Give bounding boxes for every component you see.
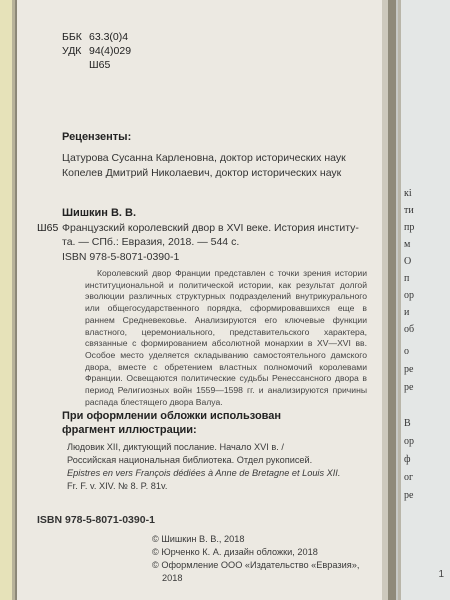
- bbk-value: 63.3(0)4: [89, 31, 129, 43]
- right-text-fragment: ор: [404, 436, 414, 447]
- bibliography-mark: Ш65: [37, 222, 59, 234]
- copyright-line: © Шишкин В. В., 2018: [152, 534, 245, 544]
- right-text-fragment: ф: [404, 454, 411, 465]
- right-page-edge: [398, 0, 401, 600]
- right-text-fragment: ор: [404, 290, 414, 301]
- right-text-fragment: ре: [404, 382, 414, 393]
- reviewer-item: Цатурова Сусанна Карленовна, доктор исторических наук: [62, 152, 346, 164]
- footer-isbn: ISBN 978-5-8071-0390-1: [37, 514, 155, 526]
- right-text-fragment: м: [404, 239, 411, 250]
- right-text-fragment: ре: [404, 364, 414, 375]
- cover-credit-line: Людовик XII, диктующий послание. Начало XVI в. /: [67, 442, 284, 452]
- copyright-line: © Юрченко К. А. дизайн обложки, 2018: [152, 547, 318, 557]
- author-mark: Ш65: [89, 59, 111, 71]
- bbk-label: ББК: [62, 31, 82, 43]
- bibliography-author: Шишкин В. В.: [62, 207, 137, 219]
- udk-label: УДК: [62, 45, 82, 57]
- bibliography-title-line: Французский королевский двор в XVI веке. История институ-: [62, 222, 359, 234]
- right-text-fragment: пр: [404, 222, 415, 233]
- right-text-fragment: п: [404, 273, 410, 284]
- bibliography-title-line: та. — СПб.: Евразия, 2018. — 544 с.: [62, 236, 240, 248]
- annotation-text: Королевский двор Франции представлен с точки зрения истории институциональной и политической истории, как результат долгой эволюции различных структурных подразделений внутрикурального или общегосударственного порядка, сформировавшихся еще в раннем Средневековье. Анализируются его ключевые функции властного, церемониального, представительского характера, связанные с формированием абсолютной монархии в XV—XVI вв. Особое место уделяется складыванию самостоятельного дамского двора, вместе с обретением властных полномочий королевами Франции. Освещаются политические судьбы Ренессансного двора в период Религиозных войн 1559—1598 гг. и анализируются причины распада блестящего двора Валуа.: [85, 268, 367, 407]
- cover-heading: фрагмент иллюстрации:: [62, 424, 197, 436]
- cover-heading: При оформлении обложки использован: [62, 410, 282, 422]
- right-text-fragment: ре: [404, 490, 414, 501]
- page-number: 1: [438, 569, 444, 580]
- page-edge: [382, 0, 388, 600]
- copyright-line: © Оформление ООО «Издательство «Евразия»,: [152, 560, 360, 570]
- cover-credit-line: Epistres en vers François dédiées à Anne de Bretagne et Louis XII.: [67, 468, 341, 478]
- book-page: [17, 0, 382, 600]
- right-text-fragment: В: [404, 418, 411, 429]
- page-fold-shadow: [12, 0, 15, 600]
- bibliography-isbn: ISBN 978-5-8071-0390-1: [62, 251, 180, 263]
- right-text-fragment: и: [404, 307, 410, 318]
- right-text-fragment: ти: [404, 205, 414, 216]
- right-text-fragment: ог: [404, 472, 414, 483]
- left-page-edge: [0, 0, 12, 600]
- right-book-page: [396, 0, 450, 600]
- reviewers-heading: Рецензенты:: [62, 131, 132, 143]
- right-text-fragment: кі: [404, 188, 412, 199]
- right-text-fragment: о: [404, 346, 409, 357]
- annotation: [85, 268, 367, 408]
- udk-value: 94(4)029: [89, 45, 132, 57]
- cover-credit-line: Fr. F. v. XIV. № 8. P. 81v.: [67, 481, 168, 491]
- cover-credit-line: Российская национальная библиотека. Отдел рукописей.: [67, 455, 313, 465]
- copyright-line: 2018: [162, 573, 183, 583]
- right-text-fragment: об: [404, 324, 415, 335]
- reviewer-item: Копелев Дмитрий Николаевич, доктор исторических наук: [62, 167, 342, 179]
- right-text-fragment: О: [404, 256, 412, 267]
